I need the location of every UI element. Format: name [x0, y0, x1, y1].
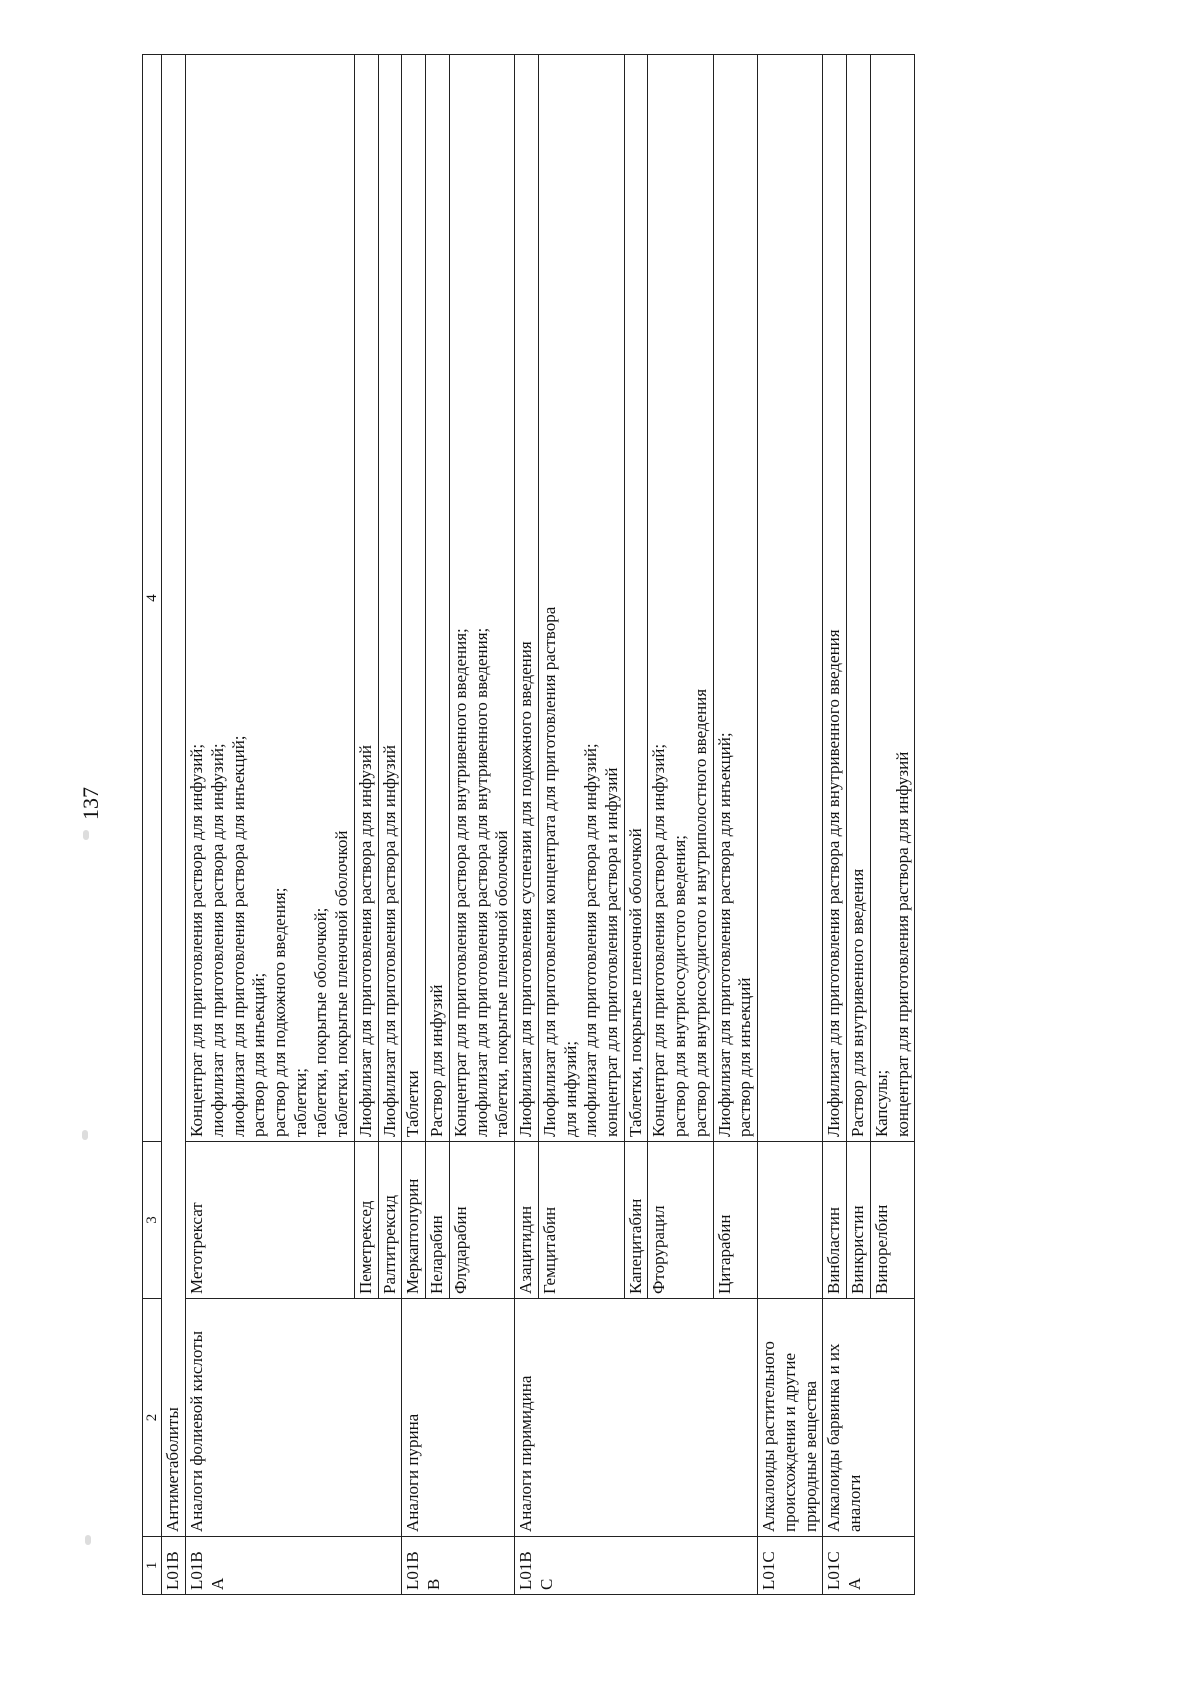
dosage-forms: Лиофилизат для приготовления раствора для инфузий [378, 55, 402, 1142]
page-number: 137 [78, 787, 103, 820]
drug-name [758, 1142, 823, 1299]
drug-name: Пеметрексед [354, 1142, 378, 1299]
table-row [515, 55, 539, 1595]
header-row [143, 55, 162, 1595]
dosage-form-line: Лиофилизат для приготовления раствора для инъекций; [714, 732, 734, 1137]
atc-code: L01BC [515, 1537, 758, 1595]
dosage-forms [758, 55, 823, 1142]
drug-name: Цитарабин [713, 1142, 757, 1299]
atc-code: L01BB [402, 1537, 515, 1595]
scan-speck [82, 1130, 88, 1140]
drug-name: Гемцитабин [538, 1142, 624, 1299]
group-name: Аналоги фолиевой кислоты [186, 1299, 402, 1537]
dosage-form-line: раствор для инъекций; [249, 972, 269, 1137]
dosage-form-line: концентрат для приготовления раствора и инфузий [601, 767, 621, 1137]
atc-code: L01B [162, 1537, 186, 1595]
dosage-forms: Лиофилизат для приготовления раствора для внутривенного введения [823, 55, 847, 1142]
dosage-form-line: лиофилизат для приготовления раствора для инъекций; [228, 735, 248, 1137]
drug-table [142, 54, 915, 1595]
drug-name: Ралтитрексид [378, 1142, 402, 1299]
group-name: Аналоги пиримидина [515, 1299, 758, 1537]
drug-name: Фторурацил [648, 1142, 713, 1299]
dosage-forms [186, 55, 355, 1142]
drug-name: Винорелбин [870, 1142, 914, 1299]
dosage-form-line: раствор для внутрисосудистого введения; [670, 835, 690, 1137]
dosage-form-line: лиофилизат для приготовления раствора для инфузий; [581, 743, 601, 1137]
dosage-forms: Лиофилизат для приготовления раствора для инфузий [354, 55, 378, 1142]
scan-speck [85, 1535, 91, 1545]
dosage-form-line: раствор для подкожного введения; [269, 887, 289, 1137]
dosage-form-line: таблетки, покрытые оболочкой; [311, 907, 331, 1137]
dosage-forms [870, 55, 914, 1142]
table-row [758, 55, 823, 1595]
rotated-table-sheet [142, 55, 1177, 1595]
drug-name: Азацитидин [515, 1142, 539, 1299]
group-name: Аналоги пурина [402, 1299, 515, 1537]
dosage-forms [449, 55, 514, 1142]
dosage-forms [538, 55, 624, 1142]
table-row [823, 55, 847, 1595]
atc-code: L01CA [823, 1537, 915, 1595]
header-cell: 1 [143, 1537, 162, 1595]
dosage-form-line: Капсулы; [871, 1069, 891, 1137]
dosage-form-line: Концентрат для приготовления раствора для инфузий; [187, 743, 207, 1137]
dosage-form-line: Концентрат для приготовления раствора для внутривенного введения; [450, 628, 470, 1137]
dosage-form-line: концентрат для приготовления раствора для инфузий [892, 751, 912, 1137]
dosage-form-line: раствор для инъекций [735, 977, 755, 1137]
group-name: Антиметаболиты [162, 55, 186, 1537]
drug-name: Винбластин [823, 1142, 847, 1299]
dosage-forms: Раствор для инфузий [426, 55, 450, 1142]
dosage-form-line: раствор для внутрисосудистого и внутриполостного введения [690, 688, 710, 1137]
group-name: Алкалоиды барвинка и их аналоги [823, 1299, 915, 1537]
drug-name: Винкристин [847, 1142, 871, 1299]
dosage-form-line: Концентрат для приготовления раствора для инфузий; [649, 743, 669, 1137]
dosage-form-line: таблетки; [290, 1068, 310, 1137]
dosage-form-line: для инфузий; [560, 1040, 580, 1137]
scan-speck [83, 830, 89, 840]
dosage-form-line: таблетки, покрытые пленочной оболочкой [492, 830, 512, 1137]
atc-code: L01C [758, 1537, 823, 1595]
dosage-form-line: лиофилизат для приготовления раствора для внутривенного введения; [471, 627, 491, 1137]
drug-name: Метотрексат [186, 1142, 355, 1299]
dosage-form-line: таблетки, покрытые пленочной оболочкой [332, 830, 352, 1137]
dosage-forms: Лиофилизат для приготовления суспензии для подкожного введения [515, 55, 539, 1142]
group-name: Алкалоиды растительного происхождения и другие природные вещества [758, 1299, 823, 1537]
table-row [402, 55, 426, 1595]
dosage-forms [648, 55, 713, 1142]
dosage-forms: Таблетки [402, 55, 426, 1142]
header-cell: 3 [143, 1142, 162, 1299]
table-row [186, 55, 355, 1595]
dosage-forms [713, 55, 757, 1142]
dosage-form-line: Лиофилизат для приготовления концентрата для приготовления раствора [539, 606, 559, 1137]
table-row [162, 55, 186, 1595]
header-cell: 4 [143, 55, 162, 1142]
drug-name: Неларабин [426, 1142, 450, 1299]
dosage-forms: Таблетки, покрытые пленочной оболочкой [624, 55, 648, 1142]
header-cell: 2 [143, 1299, 162, 1537]
drug-name: Капецитабин [624, 1142, 648, 1299]
drug-name: Меркаптопурин [402, 1142, 426, 1299]
atc-code: L01BA [186, 1537, 402, 1595]
drug-name: Флударабин [449, 1142, 514, 1299]
dosage-forms: Раствор для внутривенного введения [847, 55, 871, 1142]
dosage-form-line: лиофилизат для приготовления раствора для инфузий; [207, 743, 227, 1137]
